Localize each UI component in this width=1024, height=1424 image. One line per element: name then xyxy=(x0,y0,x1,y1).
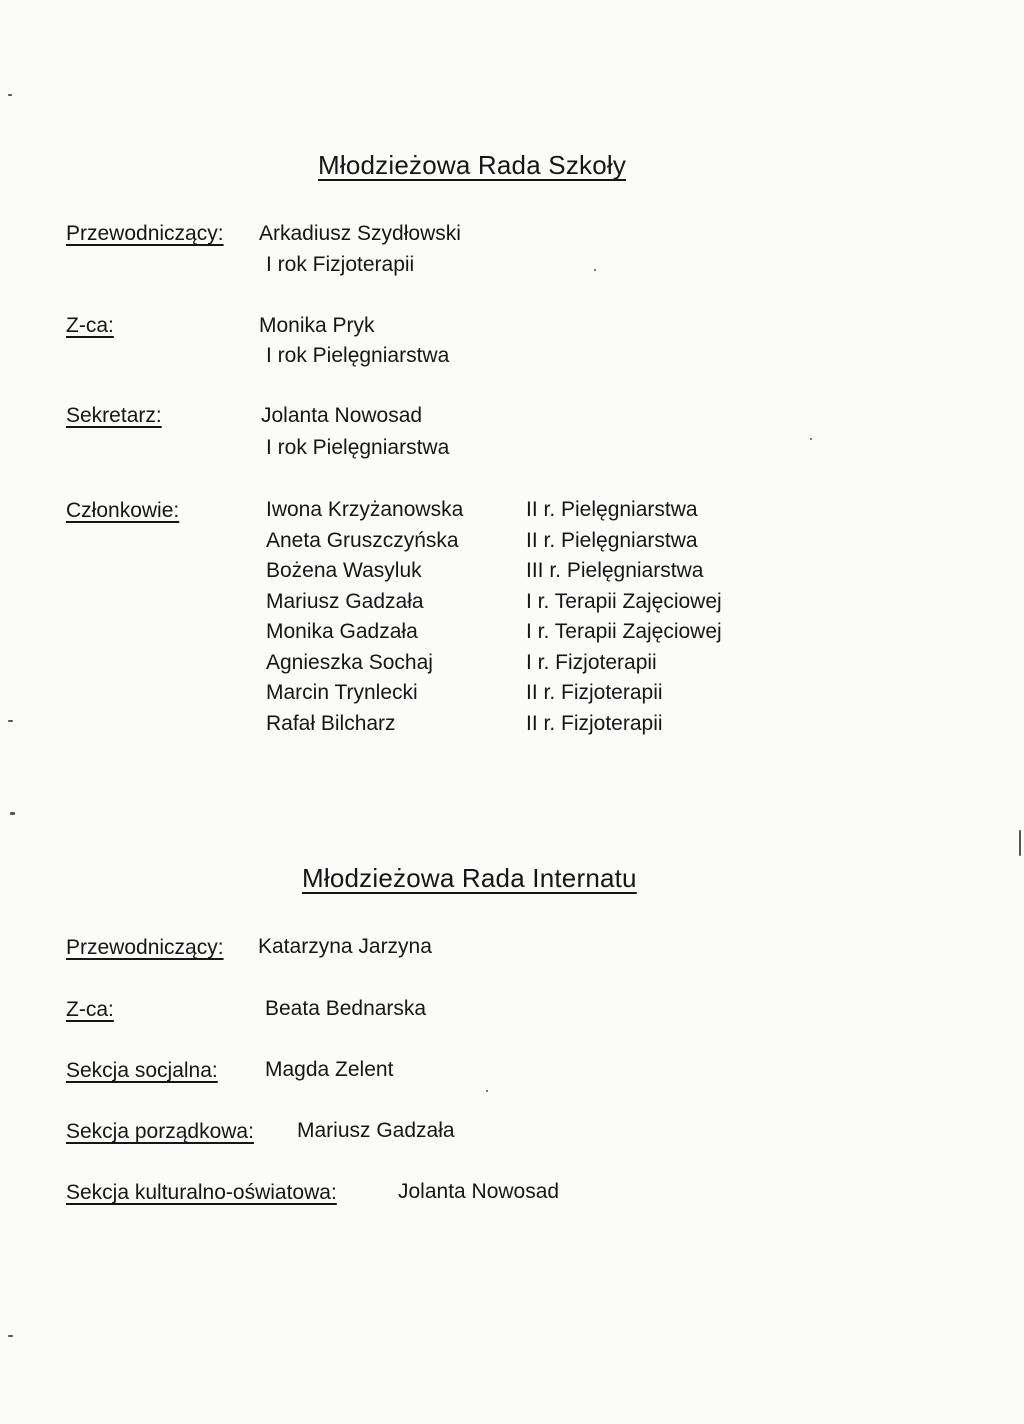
dorm-social-label: Sekcja socjalna: xyxy=(66,1059,218,1082)
members-years-list xyxy=(526,495,722,739)
scan-speck xyxy=(10,812,15,815)
school-chair-name: Arkadiusz Szydłowski xyxy=(259,222,461,245)
dorm-order-name: Mariusz Gadzała xyxy=(297,1119,455,1142)
member-name: Rafał Bilcharz xyxy=(266,711,396,735)
dorm-order-label: Sekcja porządkowa: xyxy=(66,1120,254,1143)
school-deputy-detail: I rok Pielęgniarstwa xyxy=(266,344,450,367)
member-year: III r. Pielęgniarstwa xyxy=(526,559,704,582)
school-secretary-detail: I rok Pielęgniarstwa xyxy=(266,436,450,459)
school-chair-detail: I rok Fizjoterapii xyxy=(266,253,415,276)
dorm-council-title: Młodzieżowa Rada Internatu xyxy=(302,863,637,893)
school-secretary-label: Sekretarz: xyxy=(66,404,162,427)
dorm-deputy-label: Z-ca: xyxy=(66,998,114,1021)
scan-speck xyxy=(486,1090,488,1092)
member-name: Mariusz Gadzała xyxy=(266,589,424,613)
member-name: Agnieszka Sochaj xyxy=(266,650,433,674)
member-name: Monika Gadzała xyxy=(266,620,418,643)
member-year: I r. Terapii Zajęciowej xyxy=(526,620,722,643)
school-deputy-label: Z-ca: xyxy=(66,314,114,337)
scan-speck xyxy=(8,720,13,722)
scan-speck xyxy=(594,269,596,271)
scan-speck xyxy=(810,438,812,440)
dorm-deputy-name: Beata Bednarska xyxy=(265,997,427,1020)
member-year: I r. Terapii Zajęciowej xyxy=(526,589,722,613)
school-members-label: Członkowie: xyxy=(66,499,180,522)
dorm-social-name: Magda Zelent xyxy=(265,1058,394,1081)
scan-speck xyxy=(8,94,12,96)
member-year: II r. Pielęgniarstwa xyxy=(526,498,698,521)
member-year: II r. Pielęgniarstwa xyxy=(526,528,698,552)
dorm-culture-name: Jolanta Nowosad xyxy=(398,1180,560,1203)
member-name: Marcin Trynlecki xyxy=(266,681,418,704)
member-year: II r. Fizjoterapii xyxy=(526,681,663,704)
dorm-chair-label: Przewodniczący: xyxy=(66,936,224,959)
school-council-title: Młodzieżowa Rada Szkoły xyxy=(318,150,627,180)
school-deputy-name: Monika Pryk xyxy=(259,314,375,337)
member-name: Bożena Wasyluk xyxy=(266,559,422,582)
members-names-list xyxy=(266,495,463,739)
dorm-culture-label: Sekcja kulturalno-oświatowa: xyxy=(66,1181,337,1204)
school-chair-label: Przewodniczący: xyxy=(66,222,224,245)
member-name: Aneta Gruszczyńska xyxy=(266,528,459,552)
scan-speck xyxy=(1019,830,1021,856)
scan-speck xyxy=(8,1335,13,1337)
dorm-chair-name: Katarzyna Jarzyna xyxy=(258,935,432,958)
member-year: I r. Fizjoterapii xyxy=(526,650,657,674)
member-name: Iwona Krzyżanowska xyxy=(266,498,464,521)
school-secretary-name: Jolanta Nowosad xyxy=(261,404,423,427)
member-year: II r. Fizjoterapii xyxy=(526,711,663,735)
